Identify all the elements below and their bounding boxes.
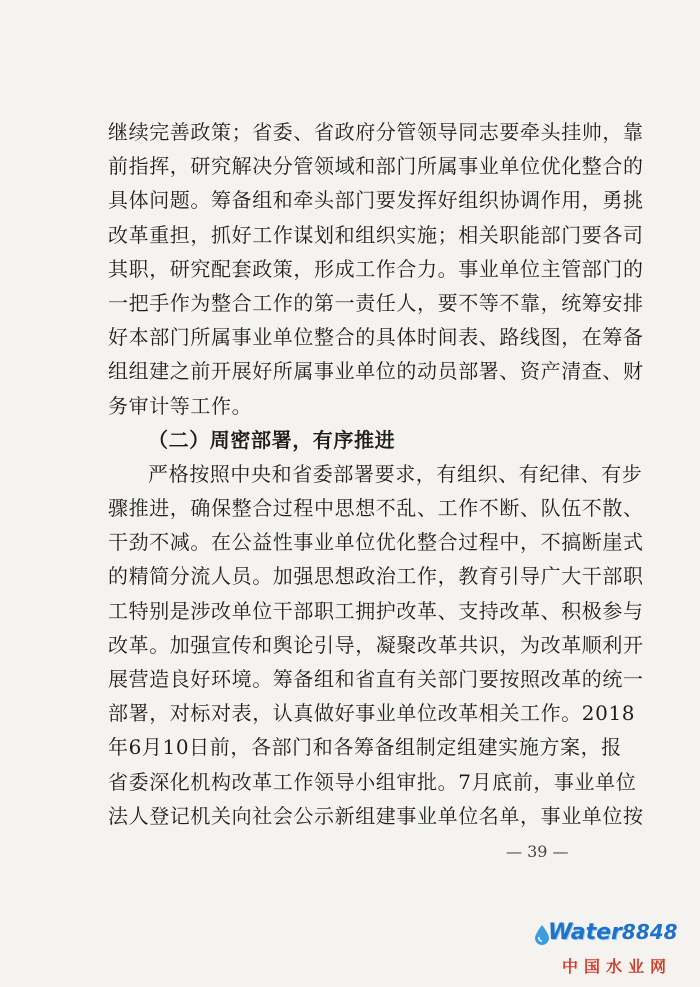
- text-line: 组组建之前开展好所属事业单位的动员部署、资产清查、财: [108, 359, 644, 384]
- body-text: [108, 115, 644, 833]
- section-heading: （二）周密部署，有序推进: [148, 427, 396, 452]
- text-line: 改革。加强宣传和舆论引导，凝聚改革共识，为改革顺利开: [108, 632, 644, 657]
- text-line: 省委深化机构改革工作领导小组审批。7月底前，事业单位: [108, 769, 637, 794]
- text-line: 其职，研究配套政策，形成工作合力。事业单位主管部门的: [108, 256, 644, 281]
- text-line: 一把手作为整合工作的第一责任人，要不等不靠，统筹安排: [108, 290, 644, 315]
- page-number: — 39 —: [506, 842, 569, 861]
- text-line: 骤推进，确保整合过程中思想不乱、工作不断、队伍不散、: [108, 496, 644, 521]
- text-line: 工特别是涉改单位干部职工拥护改革、支持改革、积极参与: [108, 598, 644, 623]
- text-line: 展营造良好环境。筹备组和省直有关部门要按照改革的统一: [108, 667, 644, 691]
- text-line: 严格按照中央和省委部署要求，有组织、有纪律、有步: [148, 461, 643, 486]
- text-line: 年6月10日前，各部门和各筹备组制定组建实施方案，报: [108, 735, 622, 760]
- watermark-brand: Water: [548, 920, 622, 945]
- text-line: 好本部门所属事业单位整合的具体时间表、路线图，在筹备: [108, 325, 644, 350]
- text-line: 部署，对标对表，认真做好事业单位改革相关工作。2018: [108, 701, 636, 726]
- watermark-cn-name: 中国水业网: [562, 957, 673, 976]
- text-line: 务审计等工作。: [108, 393, 253, 418]
- watermark-number: 8848: [621, 920, 678, 944]
- text-line: 继续完善政策；省委、省政府分管领导同志要牵头挂帅，靠: [108, 120, 644, 144]
- text-line: 改革重担，抓好工作谋划和组织实施；相关职能部门要各司: [108, 222, 644, 247]
- text-line: 的精简分流人员。加强思想政治工作，教育引导广大干部职: [108, 564, 644, 589]
- text-line: 干劲不减。在公益性事业单位优化整合过程中，不搞断崖式: [108, 530, 644, 555]
- text-line: 前指挥，研究解决分管领域和部门所属事业单位优化整合的: [108, 154, 644, 179]
- text-line: 法人登记机关向社会公示新组建事业单位名单，事业单位按: [108, 803, 644, 828]
- watermark-logo: [548, 920, 694, 980]
- text-line: 具体问题。筹备组和牵头部门要发挥好组织协调作用，勇挑: [108, 188, 644, 213]
